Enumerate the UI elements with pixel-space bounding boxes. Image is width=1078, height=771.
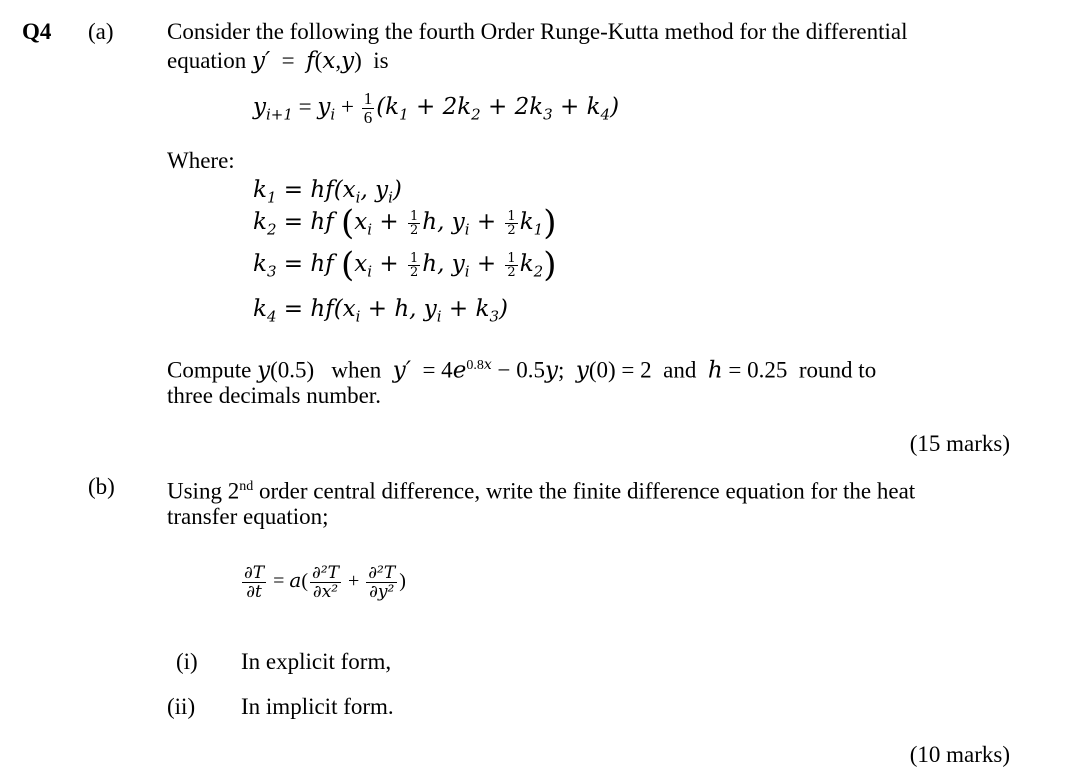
item-i-label: (i) (176, 649, 198, 674)
part-b-intro-line1: Using 2nd order central difference, write the finite difference equation for the heat (167, 478, 916, 504)
k3-equation: $k_3$ = hf ($x_i$ + $\frac{1}{2}$ h, $y_i$ + $\frac{1}{2}$ $k_2$) (253, 245, 557, 285)
k4-equation: $k_4 = hf(x_i + h$, $y_i + k_3$) (253, 296, 508, 326)
question-number: Q4 (22, 19, 52, 44)
compute-line1: Compute y(0.5) when $y' = 4e^{0.8x} - 0.5y$; y(0) = 2 and h = 0.25 round to (167, 357, 877, 384)
part-b-label: (b) (88, 474, 115, 499)
k2-equation: $k_2$ = hf ($x_i$ + $\frac{1}{2}$ h, $y_i$ + $\frac{1}{2}$ $k_1$) (253, 203, 557, 243)
part-a-intro-line2: equation y′ = f(x,y) is (167, 48, 389, 74)
rk4-main-formula: $y_{i+1} = y_i$ + $\frac{1}{6}$ $(k_1 + 2k_2 + 2k_3 + k_4)$ (253, 89, 620, 127)
where-label: Where: (167, 148, 235, 173)
heat-equation: $\frac{\partial T}{\partial t}$ = a( $\frac{\text{∂²T}}{\text{∂x²}}$ + $\frac{\text{∂²T}}{\text{∂y²}}$ ) (244, 563, 406, 602)
part-b-intro-line2: transfer equation; (167, 504, 329, 529)
k1-equation: $k_1 = hf(x_i$, $y_i$) (253, 177, 402, 207)
part-a-intro-line1: Consider the following the fourth Order Runge-Kutta method for the differential (167, 19, 908, 44)
item-ii-label: (ii) (167, 694, 196, 719)
part-a-marks: (15 marks) (909, 431, 1010, 456)
compute-line2: three decimals number. (167, 383, 381, 408)
part-a-label: (a) (88, 19, 114, 44)
item-ii-text: In implicit form. (241, 694, 394, 719)
item-i-text: In explicit form, (241, 649, 392, 674)
part-b-marks: (10 marks) (909, 742, 1010, 767)
